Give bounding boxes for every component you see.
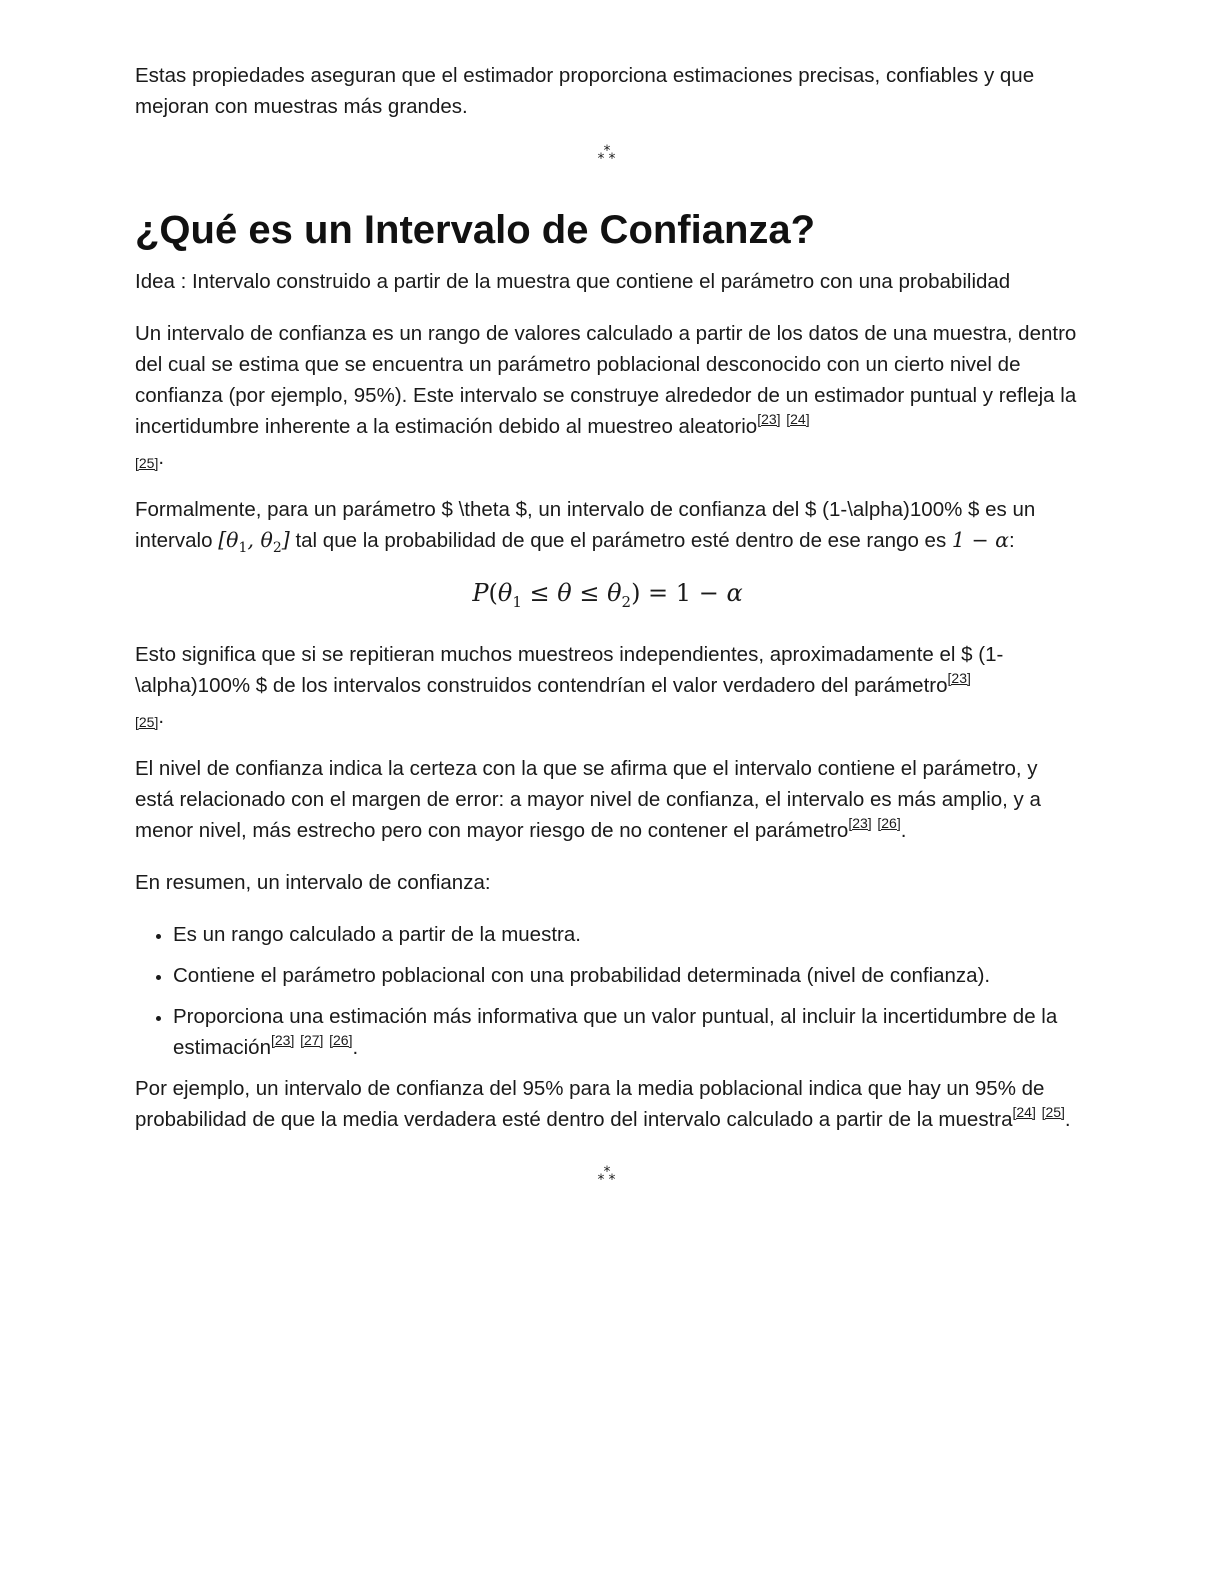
citation-link[interactable]: [24] xyxy=(786,411,810,427)
paragraph-text: tal que la probabilidad de que el parámetro esté dentro de ese rango es xyxy=(289,529,952,552)
citation-link[interactable]: [25] xyxy=(135,455,159,471)
probability-formula: $P(\theta_1 \le \theta \le \theta_2) = 1 - \alpha$ xyxy=(472,579,743,611)
list-item: • Es un rango calculado a partir de la muestra. xyxy=(173,919,1080,950)
citation-link[interactable]: [23] xyxy=(947,669,971,686)
citation-link[interactable]: [23] xyxy=(271,1031,295,1048)
intro-paragraph: Estas propiedades aseguran que el estimador proporciona estimaciones precisas, confiables y que mejoran con muestras más grandes. xyxy=(135,64,1035,118)
list-item: • Contiene el parámetro poblacional con una probabilidad determinada (nivel de confianza). xyxy=(173,960,1080,991)
example-paragraph: Por ejemplo, un intervalo de confianza del 95% para la media poblacional indica que hay un 95% de probabilidad de que la media verdadera esté dentro del intervalo calculado a partir de la muestra[24] [25]. xyxy=(135,1076,1071,1131)
paragraph-text: Un intervalo de confianza es un rango de valores calculado a partir de los datos de una muestra, dentro del cual se estima que se encuentra un parámetro poblacional desconocido con un cierto nivel de confianza (por ejemplo, 95%). Este intervalo se construye alrededor de un estimador puntual y refleja la incertidumbre inherente a la estimación debido al muestreo aleatorio xyxy=(135,322,1077,438)
formal-paragraph: Formalmente, para un parámetro $ \theta $, un intervalo de confianza del $ (1-\alpha)100% $ es un intervalo [$\theta_1$, $\theta_2$] tal que la probabilidad de que el parámetro esté dentro de ese rango es 1 − α: xyxy=(135,498,1036,557)
meaning-paragraph: Esto significa que si se repitieran muchos muestreos independientes, aproximadamente el $ (1-\alpha)100% $ de los intervalos construidos contendrían el valor verdadero del parámetro[23] [25]. xyxy=(135,642,1004,730)
citation-link[interactable]: [23] xyxy=(757,411,781,427)
confidence-level-paragraph: El nivel de confianza indica la certeza con la que se afirma que el intervalo contiene el parámetro, y está relacionado con el margen de error: a mayor nivel de confianza, el intervalo es más amplio, y a menor nivel, más estrecho pero con mayor riesgo de no contener el parámetro[23] [26]. xyxy=(135,756,1041,842)
alpha-math: 1 − α xyxy=(951,528,1010,552)
citation-link[interactable]: [23] xyxy=(848,814,872,831)
citation-link[interactable]: [26] xyxy=(329,1031,353,1048)
summary-intro: En resumen, un intervalo de confianza: xyxy=(135,870,491,894)
document-page xyxy=(135,60,1080,1193)
citation-link[interactable]: [24] xyxy=(1012,1103,1036,1120)
summary-list xyxy=(135,919,1080,1063)
paragraph-text: El nivel de confianza indica la certeza con la que se afirma que el intervalo contiene el parámetro, y está relacionado con el margen de error: a mayor nivel de confianza, el intervalo es más amplio, y a menor nivel, más estrecho pero con mayor riesgo de no contener el parámetro xyxy=(135,756,1041,842)
interval-math: [$\theta_1$, $\theta_2$] xyxy=(218,528,290,557)
section-heading: ¿Qué es un Intervalo de Confianza? xyxy=(135,208,816,252)
list-item: • Proporciona una estimación más informativa que un valor puntual, al incluir la incertidumbre de la estimación[23] [27] [26]. xyxy=(173,1001,1080,1063)
citation-link[interactable]: [25] xyxy=(135,713,159,730)
section-separator: * * * xyxy=(597,143,616,167)
paragraph-text: Formalmente, para un parámetro $ \theta $, un intervalo de confianza del $ (1-\alpha)100% $ es un intervalo xyxy=(135,498,1036,552)
citation-link[interactable]: [25] xyxy=(1041,1103,1065,1120)
citation-link[interactable]: [27] xyxy=(300,1031,324,1048)
definition-paragraph: Un intervalo de confianza es un rango de valores calculado a partir de los datos de una muestra, dentro del cual se estima que se encuentra un parámetro poblacional desconocido con un cierto nivel de confianza (por ejemplo, 95%). Este intervalo se construye alrededor de un estimador puntual y refleja la incertidumbre inherente a la estimación debido al muestreo aleatorio[23] [24] [25]. xyxy=(135,322,1077,471)
citation-link[interactable]: [26] xyxy=(877,814,901,831)
section-separator: * * * xyxy=(597,1163,616,1188)
idea-paragraph: Idea : Intervalo construido a partir de la muestra que contiene el parámetro con una probabilidad xyxy=(135,270,1011,293)
paragraph-text: Por ejemplo, un intervalo de confianza del 95% para la media poblacional indica que hay un 95% de probabilidad de que la media verdadera esté dentro del intervalo calculado a partir de la muestra xyxy=(135,1076,1045,1131)
paragraph-text: Esto significa que si se repitieran muchos muestreos independientes, aproximadamente el $ (1-\alpha)100% $ de los intervalos construidos contendrían el valor verdadero del parámetro xyxy=(135,642,1004,697)
